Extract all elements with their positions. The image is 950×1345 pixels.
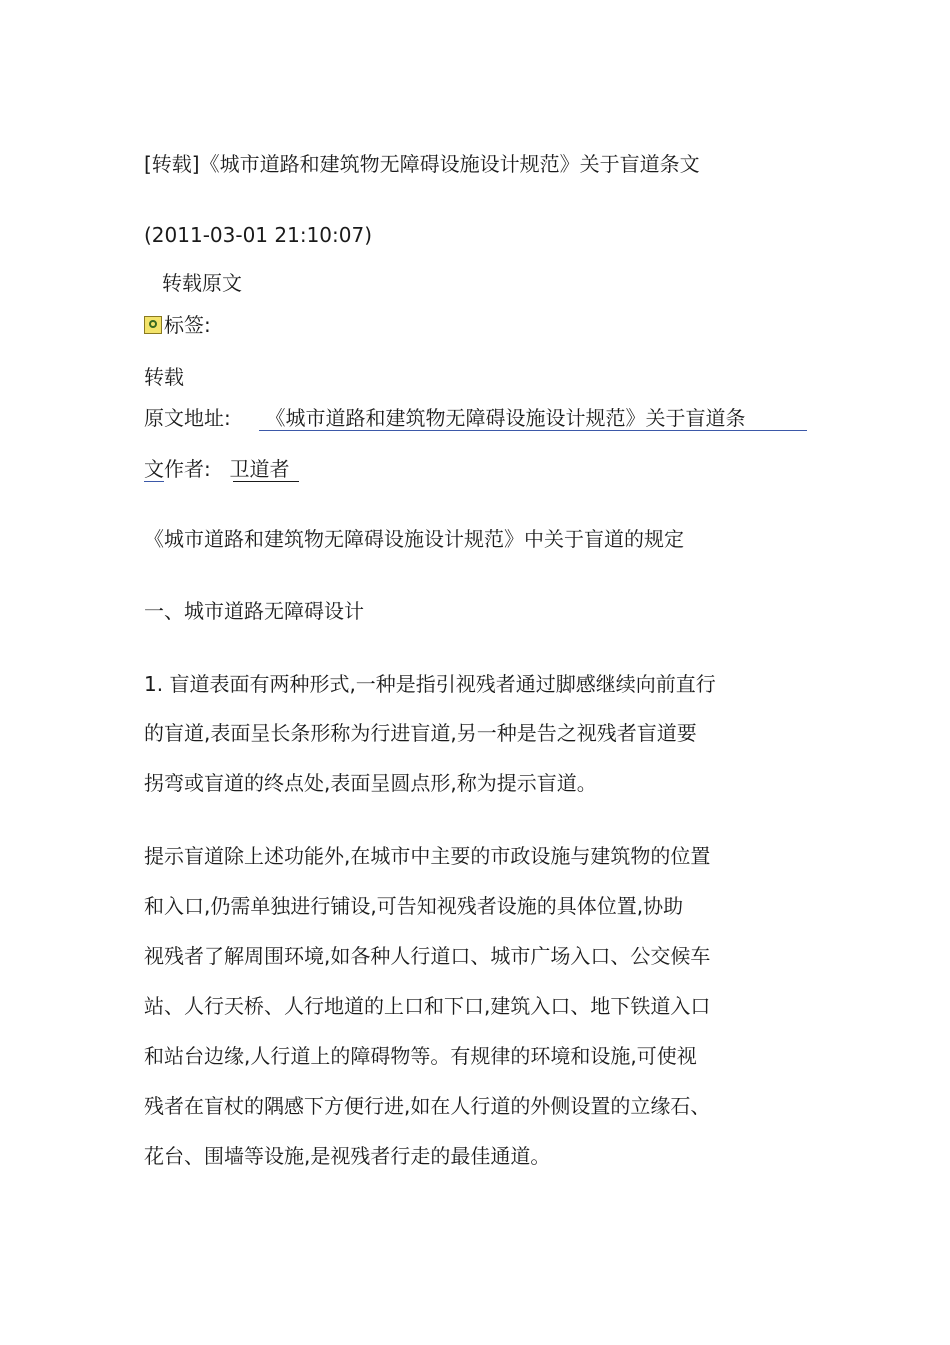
tag-icon bbox=[144, 316, 162, 334]
source-link[interactable]: 《城市道路和建筑物无障碍设施设计规范》关于盲道条 bbox=[265, 406, 746, 430]
source-link-underline bbox=[259, 430, 807, 431]
paragraph-line: 站、人行天桥、人行地道的上口和下口,建筑入口、地下铁道入口 bbox=[144, 994, 711, 1018]
author-label: 作者: bbox=[164, 457, 211, 481]
source-link-continued[interactable]: 文 bbox=[144, 457, 164, 481]
paragraph-line: 拐弯或盲道的终点处,表面呈圆点形,称为提示盲道。 bbox=[144, 771, 597, 795]
paragraph-line: 1. 盲道表面有两种形式,一种是指引视残者通过脚感继续向前直行 bbox=[144, 672, 716, 696]
source-label: 原文地址: bbox=[144, 406, 231, 430]
tags-row bbox=[144, 312, 211, 338]
paragraph-line: 花台、围墙等设施,是视残者行走的最佳通道。 bbox=[144, 1144, 551, 1168]
paragraph-line: 和入口,仍需单独进行铺设,可告知视残者设施的具体位置,协助 bbox=[144, 894, 684, 918]
subsection-title: 一、城市道路无障碍设计 bbox=[144, 599, 364, 623]
author-row bbox=[144, 456, 289, 482]
paragraph-line: 的盲道,表面呈长条形称为行进盲道,另一种是告之视残者盲道要 bbox=[144, 721, 697, 745]
paragraph-line: 残者在盲杖的隅感下方便行进,如在人行道的外侧设置的立缘石、 bbox=[144, 1094, 711, 1118]
author-link-underline bbox=[233, 481, 299, 482]
tags-label: 标签: bbox=[164, 313, 211, 337]
paragraph-line: 和站台边缘,人行道上的障碍物等。有规律的环境和设施,可使视 bbox=[144, 1044, 697, 1068]
source-link-underline-2 bbox=[144, 481, 164, 482]
paragraph-line: 视残者了解周围环境,如各种人行道口、城市广场入口、公交候车 bbox=[144, 944, 711, 968]
tag-value[interactable]: 转载 bbox=[144, 365, 184, 389]
paragraph-line: 提示盲道除上述功能外,在城市中主要的市政设施与建筑物的位置 bbox=[144, 844, 711, 868]
author-link[interactable]: 卫道者 bbox=[229, 457, 290, 481]
repost-original-link[interactable]: 转载原文 bbox=[162, 271, 242, 295]
article-title: [转载]《城市道路和建筑物无障碍设施设计规范》关于盲道条文 bbox=[144, 152, 700, 176]
post-datetime: (2011-03-01 21:10:07) bbox=[144, 223, 373, 247]
section-heading: 《城市道路和建筑物无障碍设施设计规范》中关于盲道的规定 bbox=[144, 527, 684, 551]
source-row bbox=[144, 405, 745, 431]
